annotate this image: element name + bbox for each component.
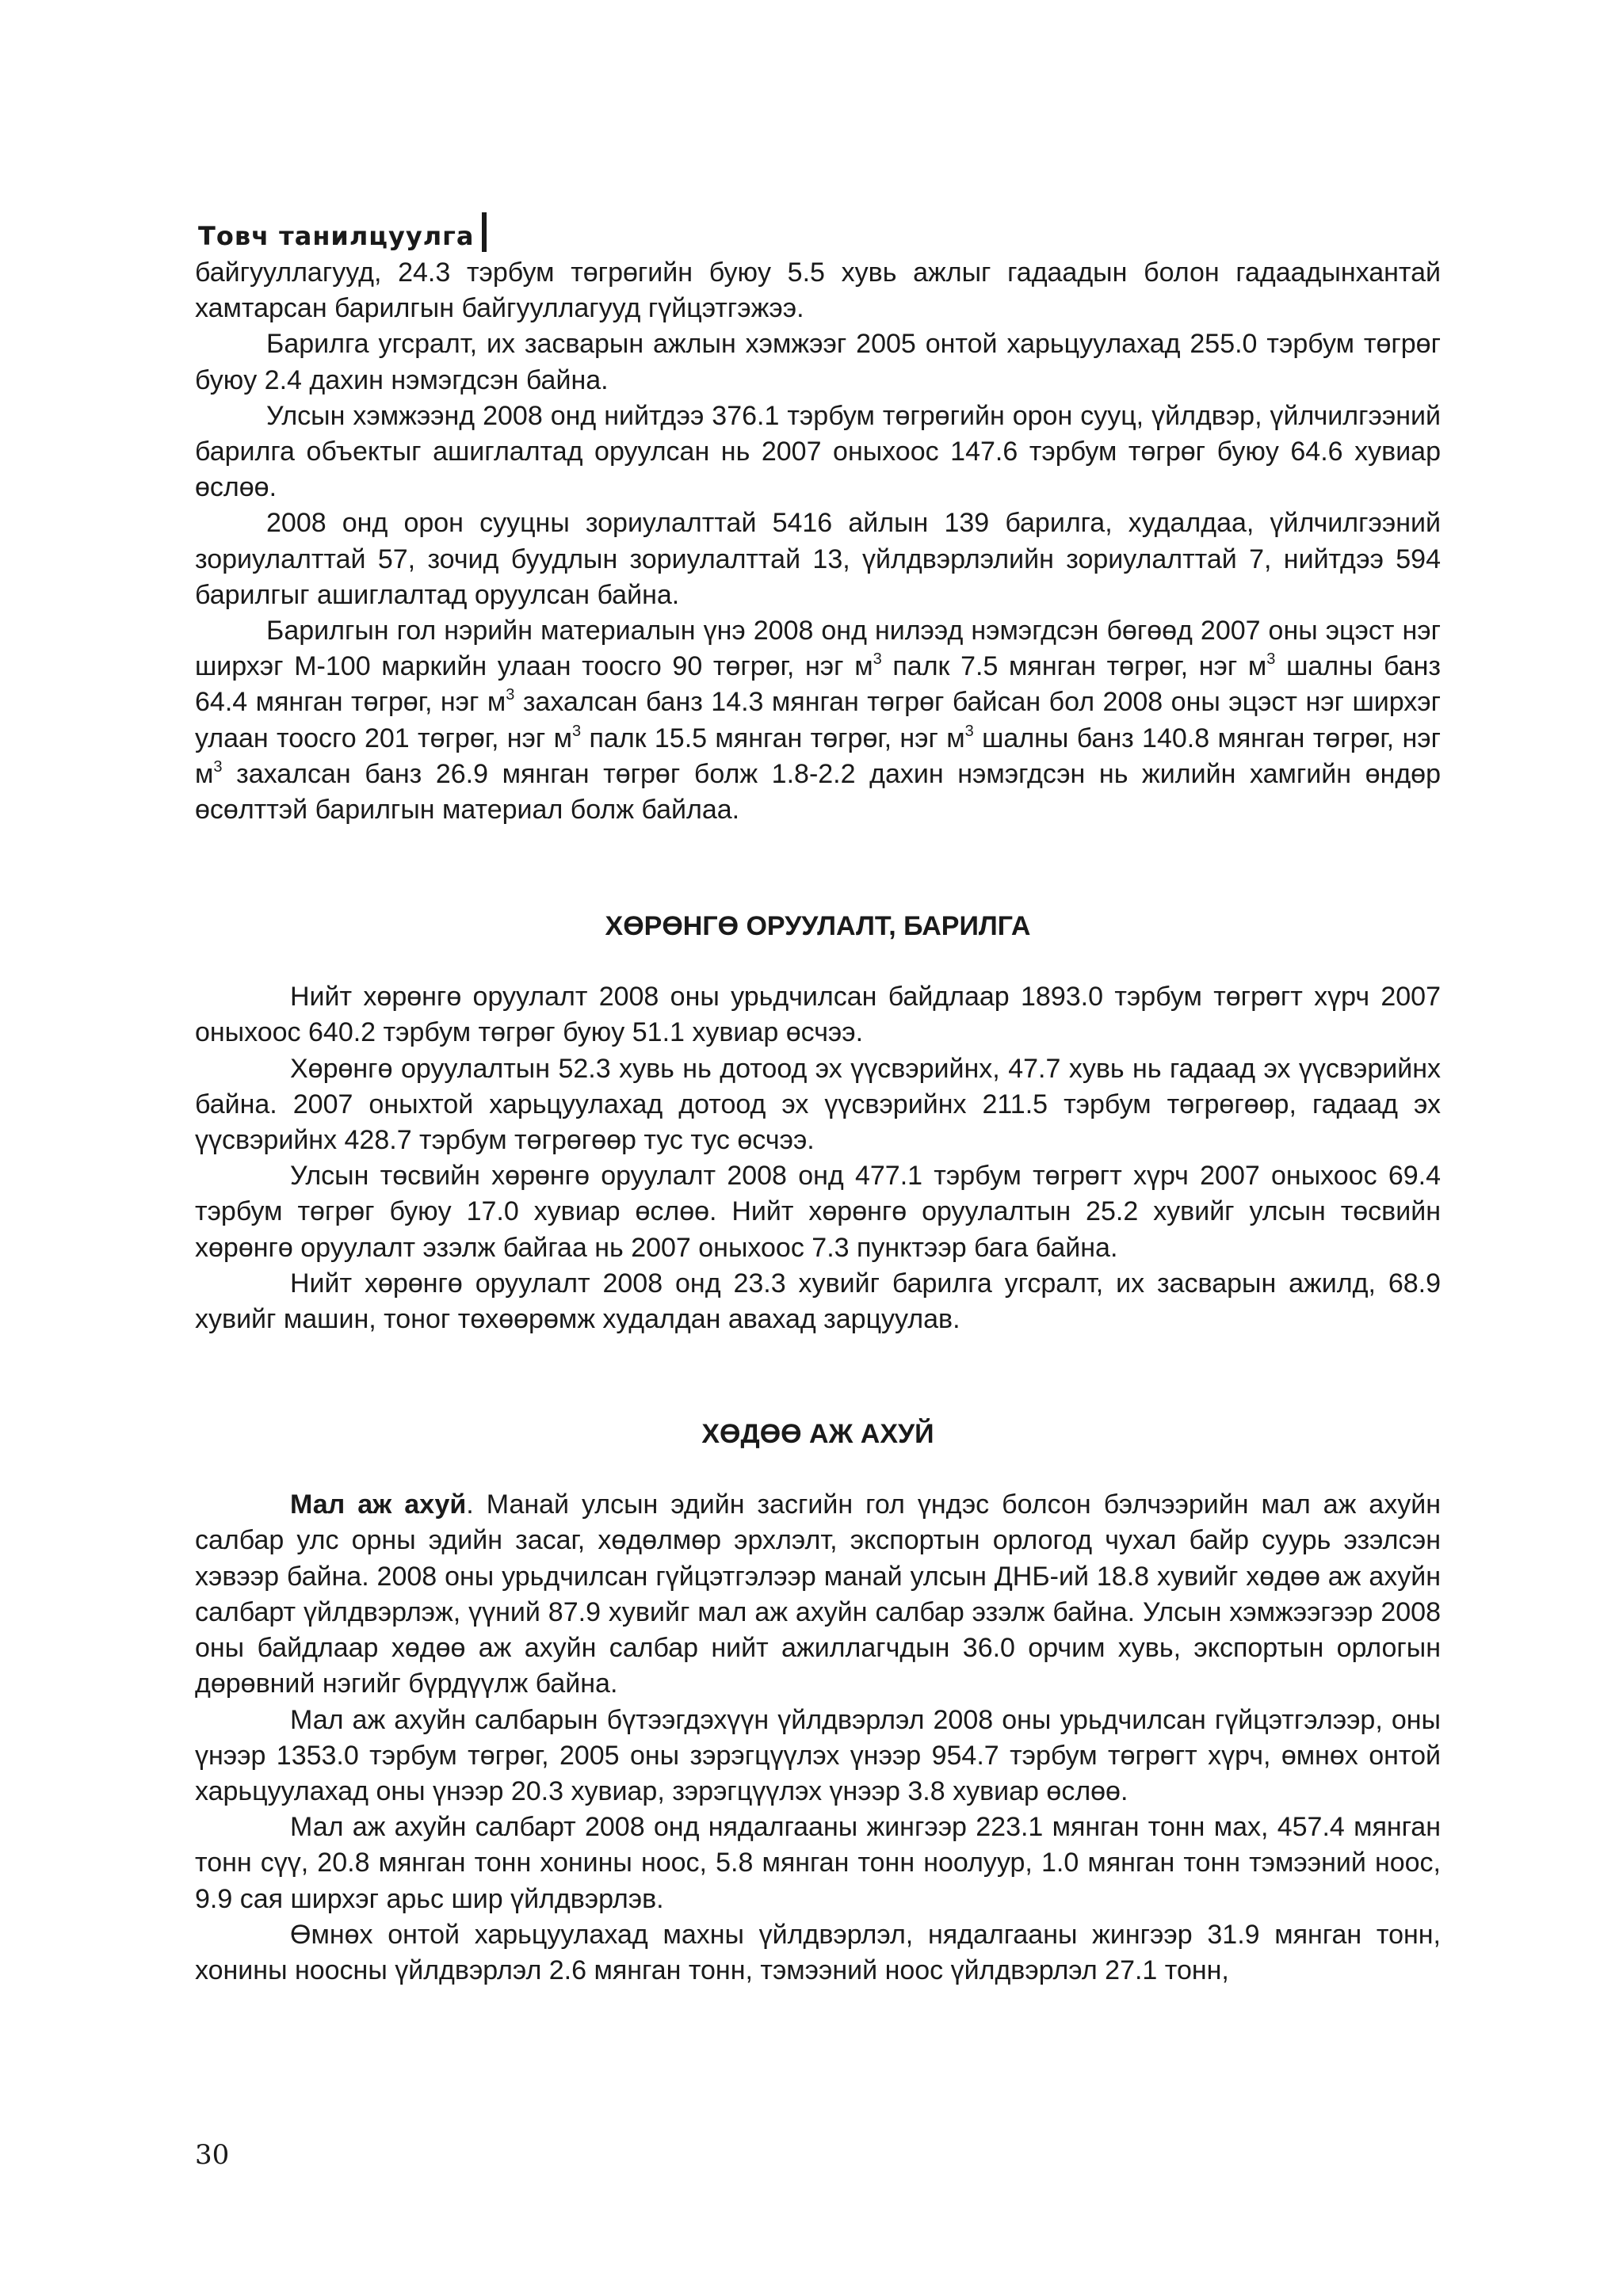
text-run: захалсан банз 14.3 мянган төгрөг байсан бол 2008 оны эцэст нэг ширхэг улаан тоосго 201 төгрөг, нэг м	[195, 687, 1441, 753]
paragraph: Нийт хөрөнгө оруулалт 2008 онд 23.3 хувийг барилга угсралт, их засварын ажилд, 68.9 хувийг машин, тоног төхөөрөмж худалдан авахад зарцуулав.	[195, 1268, 1441, 1335]
text-run: палк 7.5 мянган төгрөг, нэг м	[881, 651, 1267, 682]
header-divider-bar	[482, 212, 487, 252]
paragraph: Мал аж ахуйн салбарын бүтээгдэхүүн үйлдвэрлэл 2008 оны урьдчилсан гүйцэтгэлээр, оны үнээр 1353.0 тэрбум төгрөг, 2005 оны зэрэгцүүлэх үнээр 954.7 тэрбум төгрөгт хүрч, өмнөх онтой харьцуулахад оны үнээр 20.3 хувиар, зэрэгцүүлэх үнээр 3.8 хувиар өслөө.	[195, 1704, 1441, 1806]
page-number: 30	[195, 2139, 230, 2171]
text-run: шалны банз 64.4 мянган төгрөг, нэг м	[195, 651, 1441, 718]
superscript: 3	[964, 722, 974, 740]
paragraph: 2008 онд орон сууцны зориулалттай 5416 айлын 139 барилга, худалдаа, үйлчилгээний зориулалттай 57, зочид буудлын зориулалттай 13, үйлдвэрлэлийн зориулалттай 7, нийтдээ 594 барилгыг ашиглалтад оруулсан байна.	[195, 508, 1441, 610]
paragraph: Барилга угсралт, их засварын ажлын хэмжээг 2005 онтой харьцуулахад 255.0 тэрбум төгрөг буюу 2.4 дахин нэмэгдсэн байна.	[195, 329, 1441, 395]
document-body	[195, 255, 1441, 1989]
text-run: захалсан банз 26.9 мянган төгрөг болж 1.8-2.2 дахин нэмэгдсэн нь жилийн хамгийн өндөр өсөлттэй барилгын материал болж байлаа.	[195, 758, 1441, 826]
materials-paragraph	[195, 613, 1441, 828]
text-run: . Манай улсын эдийн засгийн гол үндэс болсон бэлчээрийн мал аж ахуйн салбар улс орны эдийн засаг, хөдөлмөр эрхлэлт, экспортын орлогод чухал байр суурь эзэлсэн хэвээр байна. 2008 оны урьдчилсан гүйцэтгэлээр манай улсын ДНБ-ий 18.8 хувийг хөдөө аж ахуйн салбарт үйлдвэрлэж, үүний 87.9 хувийг мал аж ахуйн салбар эзэлж байна. Улсын хэмжээгээр 2008 оны байдлаар хөдөө аж ахуйн салбар нийт ажиллагчдын 36.0 орчим хувь, экспортын орлогын дөрөвний нэгийг бүрдүүлж байна.	[195, 1489, 1441, 1699]
section-title: Товч танилцуулга	[198, 221, 475, 251]
text-run: шалны банз 140.8 мянган төгрөг, нэг м	[195, 723, 1441, 789]
superscript: 3	[506, 686, 515, 704]
paragraph: Мал аж ахуйн салбарт 2008 онд нядалгааны жингээр 223.1 мянган тонн мах, 457.4 мянган тонн сүү, 20.8 мянган тонн хонины ноос, 5.8 мянган тонн ноолуур, 1.0 мянган тонн тэмээний ноос, 9.9 сая ширхэг арьс шир үйлдвэрлэв.	[195, 1812, 1441, 1914]
paragraph: Өмнөх онтой харьцуулахад махны үйлдвэрлэл, нядалгааны жингээр 31.9 мянган тонн, хонины ноосны үйлдвэрлэл 2.6 мянган тонн, тэмээний ноос үйлдвэрлэл 27.1 тонн,	[195, 1919, 1441, 1985]
lead-paragraph	[195, 1487, 1441, 1702]
bold-run: Мал аж ахуй	[290, 1489, 467, 1520]
text-run: палк 15.5 мянган төгрөг, нэг м	[581, 723, 965, 753]
superscript: 3	[873, 650, 882, 669]
superscript: 3	[1266, 650, 1276, 669]
section-heading-agriculture: ХӨДӨӨ АЖ АХУЙ	[701, 1419, 934, 1450]
superscript: 3	[213, 757, 223, 776]
paragraph: Нийт хөрөнгө оруулалт 2008 оны урьдчилсан байдлаар 1893.0 тэрбум төгрөгт хүрч 2007 оныхоос 640.2 тэрбум төгрөг буюу 51.1 хувиар өсчээ.	[195, 982, 1441, 1048]
running-header	[198, 212, 487, 252]
paragraph: Хөрөнгө оруулалтын 52.3 хувь нь дотоод эх үүсвэрийнх, 47.7 хувь нь гадаад эх үүсвэрийнх байна. 2007 оныхтой харьцуулахад дотоод эх үүсвэрийнх 211.5 тэрбум төгрөгөөр, гадаад эх үүсвэрийнх 428.7 тэрбум төгрөгөөр тус тус өсчээ.	[195, 1053, 1441, 1156]
paragraph: Улсын төсвийн хөрөнгө оруулалт 2008 онд 477.1 тэрбум төгрөгт хүрч 2007 оныхоос 69.4 тэрбум төгрөг буюу 17.0 хувиар өслөө. Нийт хөрөнгө оруулалтын 25.2 хувийг улсын төсвийн хөрөнгө оруулалт эзэлж байгаа нь 2007 оныхоос 7.3 пунктээр бага байна.	[195, 1161, 1441, 1263]
superscript: 3	[572, 722, 582, 740]
paragraph: байгууллагууд, 24.3 тэрбум төгрөгийн буюу 5.5 хувь ажлыг гадаадын болон гадаадынхантай хамтарсан барилгын байгууллагууд гүйцэтгэжээ.	[195, 257, 1441, 324]
paragraph: Улсын хэмжээнд 2008 онд нийтдээ 376.1 тэрбум төгрөгийн орон сууц, үйлдвэр, үйлчилгээний барилга объектыг ашиглалтад оруулсан нь 2007 оныхоос 147.6 тэрбум төгрөг буюу 64.6 хувиар өслөө.	[195, 400, 1441, 503]
section-heading-investment: ХӨРӨНГӨ ОРУУЛАЛТ, БАРИЛГА	[605, 911, 1031, 942]
text-run: Барилгын гол нэрийн материалын үнэ 2008 онд нилээд нэмэгдсэн бөгөөд 2007 оны эцэст нэг ширхэг М-100 маркийн улаан тоосго 90 төгрөг, нэг м	[195, 616, 1441, 682]
